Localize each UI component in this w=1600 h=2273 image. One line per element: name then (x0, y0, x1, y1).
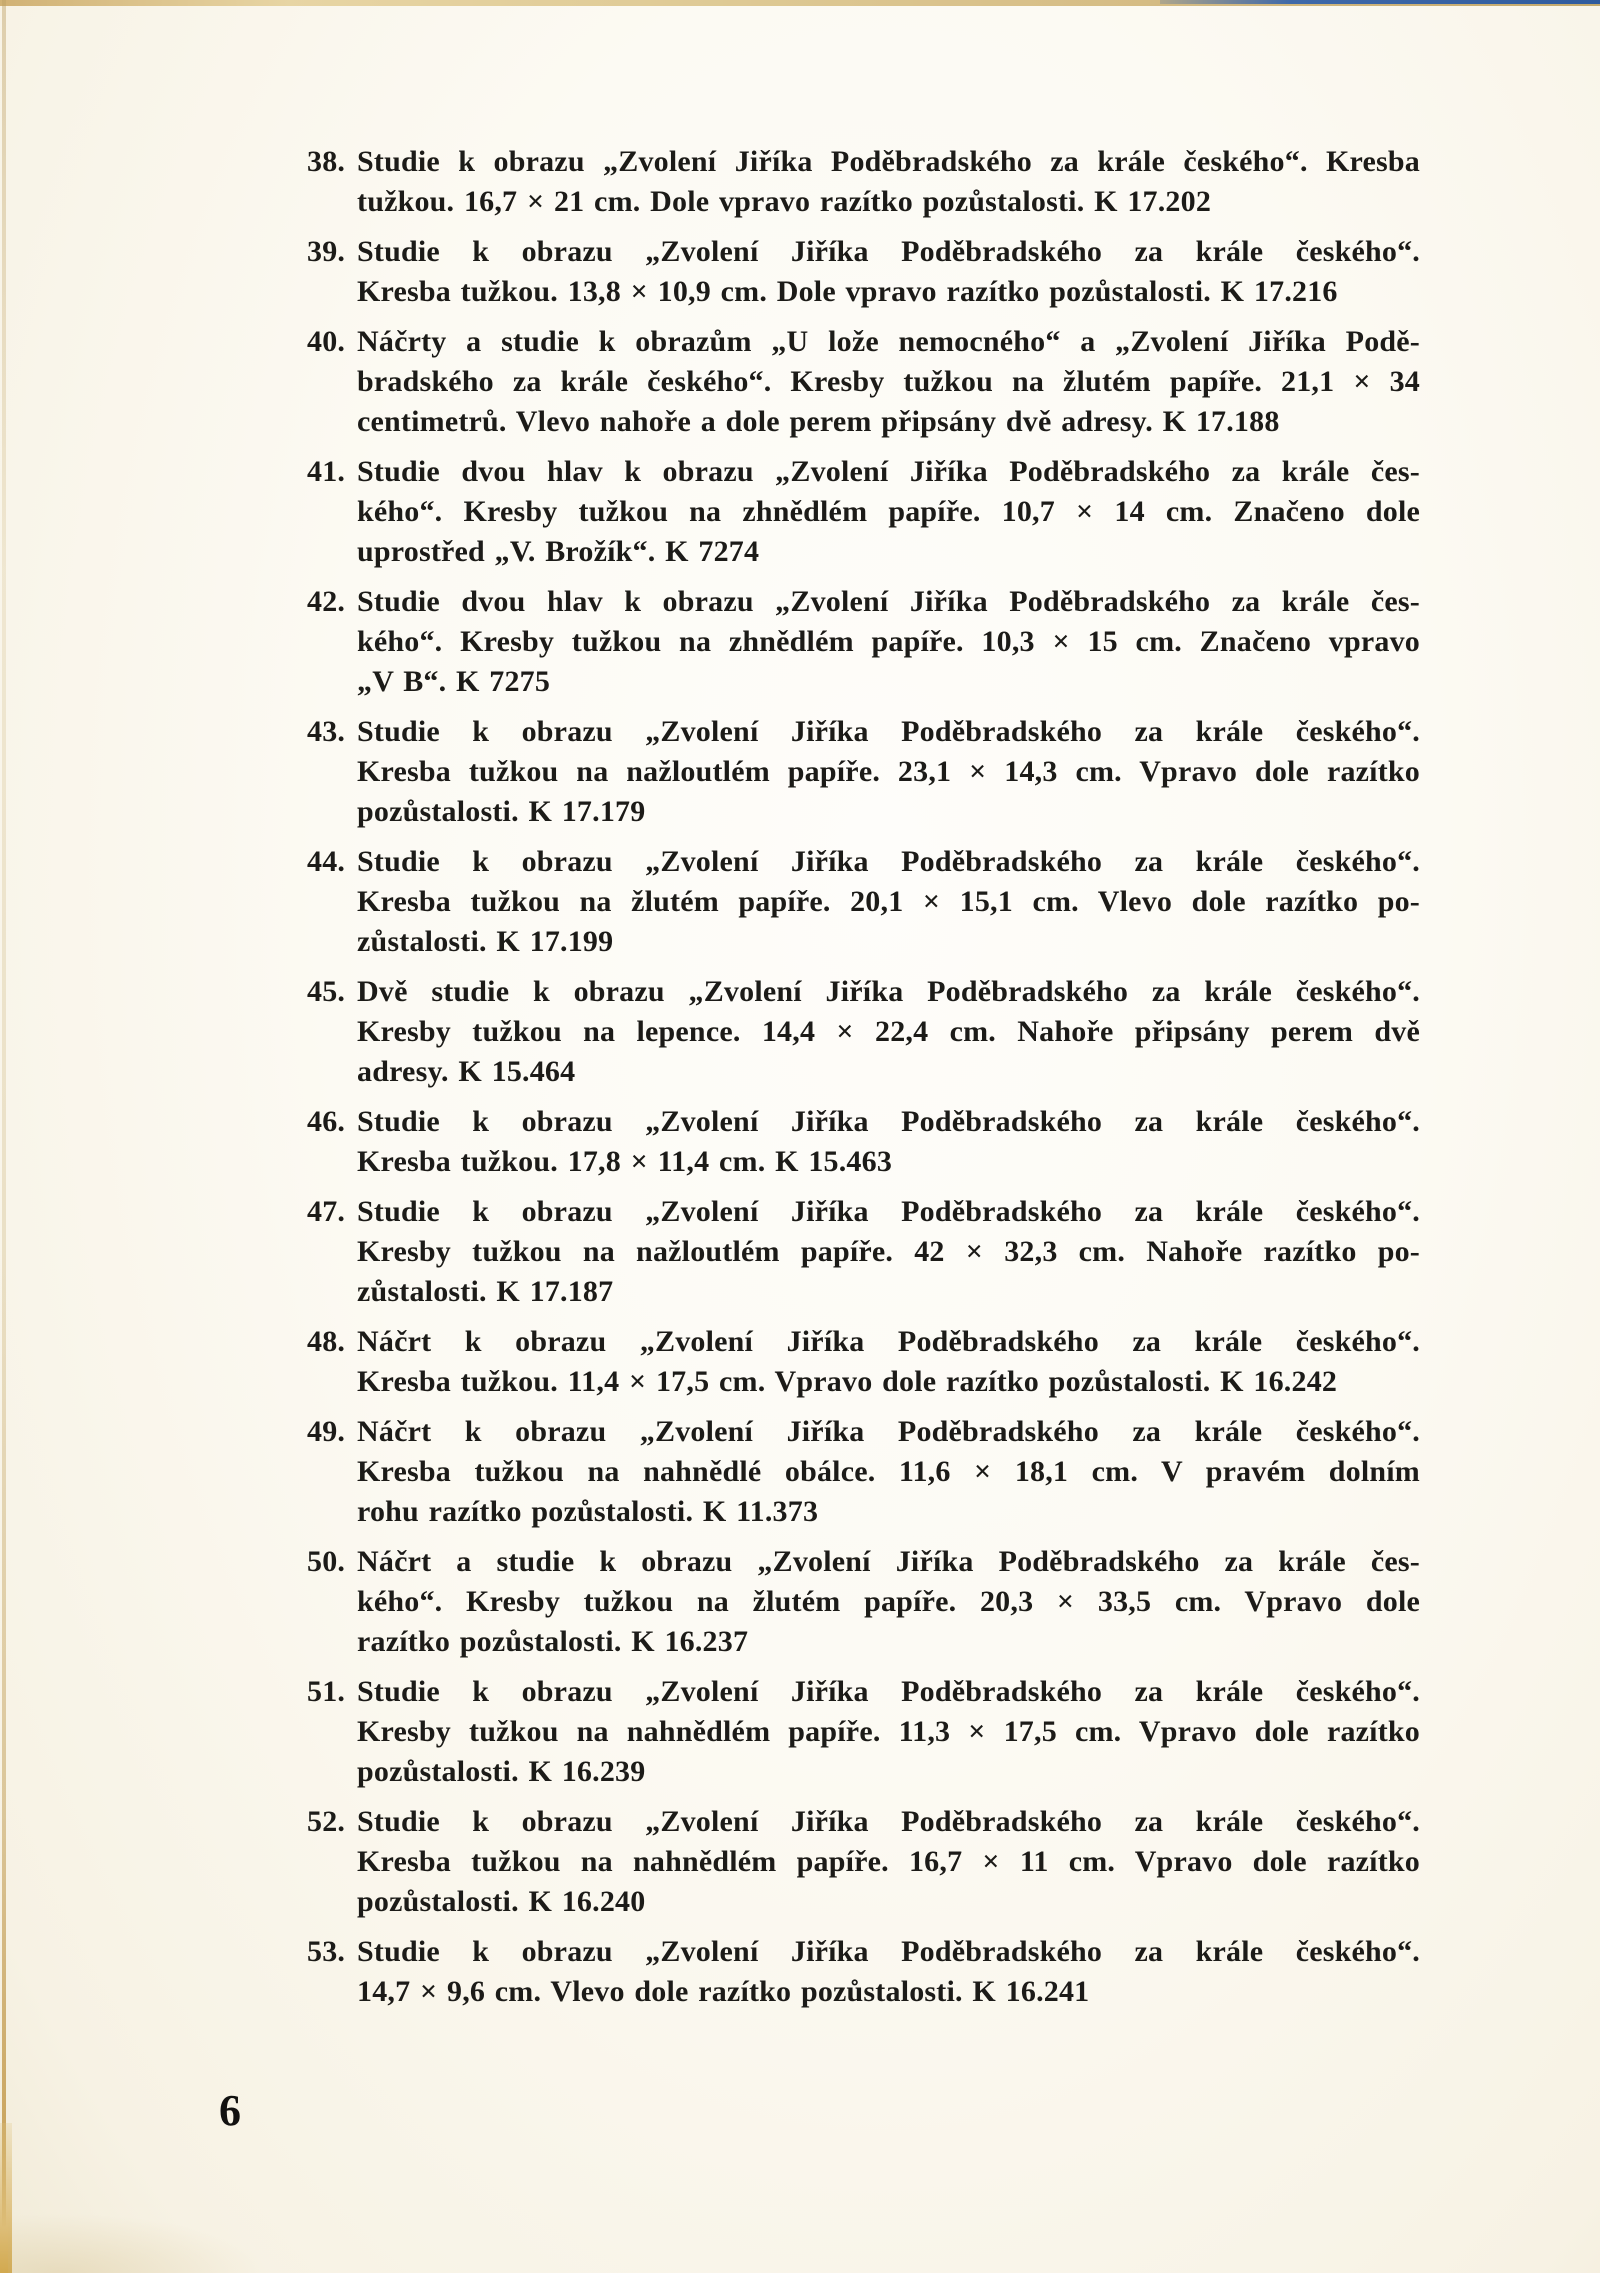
catalog-entry (307, 712, 1420, 832)
entry-text (357, 322, 1420, 442)
entry-line: adresy. K 15.464 (357, 1055, 576, 1088)
entry-line: Kresba tužkou. 13,8 × 10,9 cm. Dole vpravo razítko pozůstalosti. K 17.216 (357, 275, 1338, 308)
entry-line: 14,7 × 9,6 cm. Vlevo dole razítko pozůstalosti. K 16.241 (357, 1975, 1090, 2008)
entry-number: 43. (307, 715, 346, 748)
entry-line: pozůstalosti. K 16.239 (357, 1755, 646, 1788)
entry-number: 50. (307, 1545, 346, 1578)
entry-number: 39. (307, 235, 346, 268)
entry-line: Náčrty a studie k obrazům „U lože nemocného“ a „Zvolení Jiříka Podě- (357, 325, 1420, 358)
entry-line: Kresba tužkou na nahnědlém papíře. 16,7 × 11 cm. Vpravo dole razítko (357, 1845, 1420, 1878)
entry-line: Kresby tužkou na lepence. 14,4 × 22,4 cm. Nahoře připsány perem dvě (357, 1015, 1420, 1048)
catalog-entry (307, 1542, 1420, 1662)
entry-number: 40. (307, 325, 346, 358)
catalog-entry (307, 972, 1420, 1092)
entry-line: Kresba tužkou na nahnědlé obálce. 11,6 × 18,1 cm. V pravém dolním (357, 1455, 1420, 1488)
scan-smudge-bottom (8, 2213, 268, 2273)
entry-line: Studie k obrazu „Zvolení Jiříka Poděbradského za krále českého“. (357, 845, 1420, 878)
entry-line: uprostřed „V. Brožík“. K 7274 (357, 535, 760, 568)
entry-text (357, 1802, 1420, 1922)
entry-line: Studie k obrazu „Zvolení Jiříka Poděbradského za krále českého“. (357, 1935, 1420, 1968)
entry-line: Kresby tužkou na nahnědlém papíře. 11,3 × 17,5 cm. Vpravo dole razítko (357, 1715, 1420, 1748)
entry-line: kého“. Kresby tužkou na zhnědlém papíře. 10,7 × 14 cm. Značeno dole (357, 495, 1420, 528)
entry-number: 38. (307, 145, 346, 178)
entry-line: rohu razítko pozůstalosti. K 11.373 (357, 1495, 819, 1528)
entry-line: Kresba tužkou. 11,4 × 17,5 cm. Vpravo dole razítko pozůstalosti. K 16.242 (357, 1365, 1338, 1398)
entry-line: Dvě studie k obrazu „Zvolení Jiříka Poděbradského za krále českého“. (357, 975, 1420, 1008)
catalog-entry (307, 1192, 1420, 1312)
entry-text (357, 1932, 1420, 2012)
catalog-entry (307, 582, 1420, 702)
entry-text (357, 232, 1420, 312)
entry-line: Studie dvou hlav k obrazu „Zvolení Jiříka Poděbradského za krále čes- (357, 585, 1420, 618)
entry-text (357, 142, 1420, 222)
entry-number: 49. (307, 1415, 346, 1448)
catalog-entry (307, 842, 1420, 962)
entry-line: Studie k obrazu „Zvolení Jiříka Poděbradského za krále českého“. (357, 1675, 1420, 1708)
catalog-entry (307, 1672, 1420, 1792)
entry-text (357, 452, 1420, 572)
entry-number: 45. (307, 975, 346, 1008)
entry-text (357, 1322, 1420, 1402)
entry-line: Kresba tužkou na žlutém papíře. 20,1 × 15,1 cm. Vlevo dole razítko po- (357, 885, 1420, 918)
entry-text (357, 1542, 1420, 1662)
entry-line: razítko pozůstalosti. K 16.237 (357, 1625, 749, 1658)
entry-text (357, 842, 1420, 962)
scan-edge-left (2, 0, 6, 2273)
entry-line: zůstalosti. K 17.187 (357, 1275, 614, 1308)
entry-line: Studie k obrazu „Zvolení Jiříka Poděbradského za krále českého“. (357, 1195, 1420, 1228)
catalog-entry (307, 452, 1420, 572)
page-number: 6 (219, 2086, 241, 2135)
entry-line: Studie k obrazu „Zvolení Jiříka Poděbradského za krále českého“. (357, 1105, 1420, 1138)
entry-number: 48. (307, 1325, 346, 1358)
entry-line: kého“. Kresby tužkou na zhnědlém papíře. 10,3 × 15 cm. Značeno vpravo (357, 625, 1420, 658)
entry-line: Studie k obrazu „Zvolení Jiříka Poděbradského za krále českého“. (357, 715, 1420, 748)
entry-number: 42. (307, 585, 346, 618)
scan-edge-top-blue (1160, 0, 1600, 4)
entry-text (357, 972, 1420, 1092)
entry-number: 46. (307, 1105, 346, 1138)
catalog-entry (307, 1102, 1420, 1182)
catalog-entry (307, 322, 1420, 442)
entry-line: Náčrt a studie k obrazu „Zvolení Jiříka Poděbradského za krále čes- (357, 1545, 1420, 1578)
entry-line: bradského za krále českého“. Kresby tužkou na žlutém papíře. 21,1 × 34 (357, 365, 1420, 398)
entry-number: 41. (307, 455, 346, 488)
catalog-entry (307, 1322, 1420, 1402)
entry-line: zůstalosti. K 17.199 (357, 925, 614, 958)
catalog-entry-list (307, 142, 1420, 2022)
catalog-entry (307, 1802, 1420, 1922)
entry-number: 51. (307, 1675, 346, 1708)
catalog-entry (307, 232, 1420, 312)
entry-line: Náčrt k obrazu „Zvolení Jiříka Poděbradského za krále českého“. (357, 1415, 1420, 1448)
entry-line: Kresba tužkou na nažloutlém papíře. 23,1 × 14,3 cm. Vpravo dole razítko (357, 755, 1420, 788)
entry-line: Studie k obrazu „Zvolení Jiříka Poděbradského za krále českého“. (357, 235, 1420, 268)
entry-text (357, 582, 1420, 702)
catalog-entry (307, 1932, 1420, 2012)
entry-number: 44. (307, 845, 346, 878)
entry-line: Náčrt k obrazu „Zvolení Jiříka Poděbradského za krále českého“. (357, 1325, 1420, 1358)
entry-line: pozůstalosti. K 17.179 (357, 795, 646, 828)
entry-number: 52. (307, 1805, 346, 1838)
entry-number: 53. (307, 1935, 346, 1968)
entry-line: Studie k obrazu „Zvolení Jiříka Poděbradského za krále českého“. Kresba (357, 145, 1420, 178)
entry-text (357, 1672, 1420, 1792)
entry-line: „V B“. K 7275 (357, 665, 551, 698)
catalog-entry (307, 1412, 1420, 1532)
entry-number: 47. (307, 1195, 346, 1228)
entry-text (357, 1102, 1420, 1182)
entry-line: Studie k obrazu „Zvolení Jiříka Poděbradského za krále českého“. (357, 1805, 1420, 1838)
entry-text (357, 1192, 1420, 1312)
entry-line: kého“. Kresby tužkou na žlutém papíře. 20,3 × 33,5 cm. Vpravo dole (357, 1585, 1420, 1618)
entry-line: pozůstalosti. K 16.240 (357, 1885, 646, 1918)
entry-text (357, 1412, 1420, 1532)
entry-text (357, 712, 1420, 832)
entry-line: Kresby tužkou na nažloutlém papíře. 42 × 32,3 cm. Nahoře razítko po- (357, 1235, 1420, 1268)
entry-line: Studie dvou hlav k obrazu „Zvolení Jiříka Poděbradského za krále čes- (357, 455, 1420, 488)
entry-line: centimetrů. Vlevo nahoře a dole perem připsány dvě adresy. K 17.188 (357, 405, 1280, 438)
entry-line: tužkou. 16,7 × 21 cm. Dole vpravo razítko pozůstalosti. K 17.202 (357, 185, 1212, 218)
catalog-entry (307, 142, 1420, 222)
entry-line: Kresba tužkou. 17,8 × 11,4 cm. K 15.463 (357, 1145, 893, 1178)
